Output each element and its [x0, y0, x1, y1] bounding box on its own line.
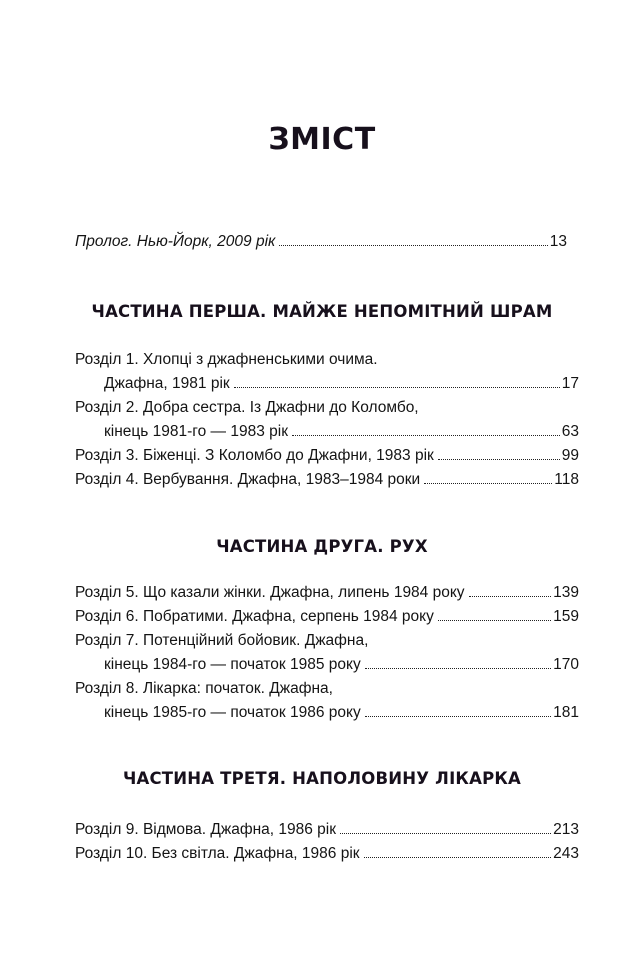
toc-entry-page: 99: [561, 447, 579, 464]
toc-entry-prologue[interactable]: [75, 232, 567, 252]
part-heading-3: ЧАСТИНА ТРЕТЯ. НАПОЛОВИНУ ЛІКАРКА: [122, 769, 522, 788]
toc-entry-page: 63: [561, 423, 579, 440]
toc-entry-text: Розділ 1. Хлопці з джафненськими очима.: [75, 351, 378, 368]
page-title: ЗМІСТ: [268, 122, 376, 157]
toc-entry-page: 17: [561, 375, 579, 392]
toc-entry-text: Розділ 6. Побратими. Джафна, серпень 1984 року: [75, 608, 434, 625]
leader-dots: [438, 456, 560, 460]
toc-entry-text: кінець 1985-го — початок 1986 року: [104, 704, 361, 721]
leader-dots: [292, 432, 560, 436]
toc-entry-chapter-1-line1[interactable]: [75, 350, 575, 370]
toc-entry-chapter-7-line1[interactable]: [75, 631, 575, 651]
part-heading-1: ЧАСТИНА ПЕРША. МАЙЖЕ НЕПОМІТНИЙ ШРАМ: [91, 302, 553, 321]
toc-entry-chapter-8-line2[interactable]: [104, 703, 579, 723]
leader-dots: [279, 242, 547, 246]
toc-entry-text: Пролог. Нью-Йорк, 2009 рік: [75, 233, 276, 250]
toc-entry-chapter-10[interactable]: [75, 844, 579, 864]
toc-entry-page: 139: [553, 584, 579, 601]
toc-entry-page: 118: [554, 471, 579, 488]
toc-entry-text: Розділ 7. Потенційний бойовик. Джафна,: [75, 632, 369, 649]
toc-entry-chapter-3[interactable]: [75, 446, 579, 466]
toc-entry-text: Розділ 5. Що казали жінки. Джафна, липень 1984 року: [75, 584, 465, 601]
toc-entry-chapter-6[interactable]: [75, 607, 579, 627]
leader-dots: [364, 854, 552, 858]
toc-entry-text: Джафна, 1981 рік: [104, 375, 230, 392]
leader-dots: [438, 617, 551, 621]
toc-entry-page: 170: [553, 656, 579, 673]
toc-entry-text: Розділ 8. Лікарка: початок. Джафна,: [75, 680, 333, 697]
toc-entry-chapter-8-line1[interactable]: [75, 679, 575, 699]
toc-entry-page: 181: [553, 704, 579, 721]
toc-entry-text: Розділ 4. Вербування. Джафна, 1983–1984 роки: [75, 471, 421, 488]
toc-entry-text: кінець 1984-го — початок 1985 року: [104, 656, 361, 673]
toc-entry-chapter-7-line2[interactable]: [104, 655, 579, 675]
toc-entry-page: 213: [553, 821, 579, 838]
toc-entry-text: Розділ 2. Добра сестра. Із Джафни до Коломбо,: [75, 399, 419, 416]
toc-entry-chapter-1-line2[interactable]: [104, 374, 579, 394]
toc-entry-text: кінець 1981-го — 1983 рік: [104, 423, 288, 440]
leader-dots: [234, 384, 560, 388]
toc-entry-chapter-2-line2[interactable]: [104, 422, 579, 442]
toc-entry-page: 243: [553, 845, 579, 862]
toc-entry-text: Розділ 3. Біженці. З Коломбо до Джафни, 1983 рік: [75, 447, 434, 464]
toc-entry-chapter-2-line1[interactable]: [75, 398, 575, 418]
leader-dots: [365, 665, 551, 669]
toc-entry-text: Розділ 9. Відмова. Джафна, 1986 рік: [75, 821, 337, 838]
toc-entry-chapter-9[interactable]: [75, 820, 579, 840]
toc-entry-chapter-5[interactable]: [75, 583, 579, 603]
leader-dots: [424, 480, 552, 484]
toc-entry-text: Розділ 10. Без світла. Джафна, 1986 рік: [75, 845, 360, 862]
part-heading-2: ЧАСТИНА ДРУГА. РУХ: [216, 537, 428, 556]
leader-dots: [340, 830, 551, 834]
leader-dots: [469, 593, 552, 597]
toc-entry-chapter-4[interactable]: [75, 470, 579, 490]
toc-entry-page: 13: [549, 233, 567, 250]
toc-entry-page: 159: [553, 608, 579, 625]
leader-dots: [365, 713, 551, 717]
